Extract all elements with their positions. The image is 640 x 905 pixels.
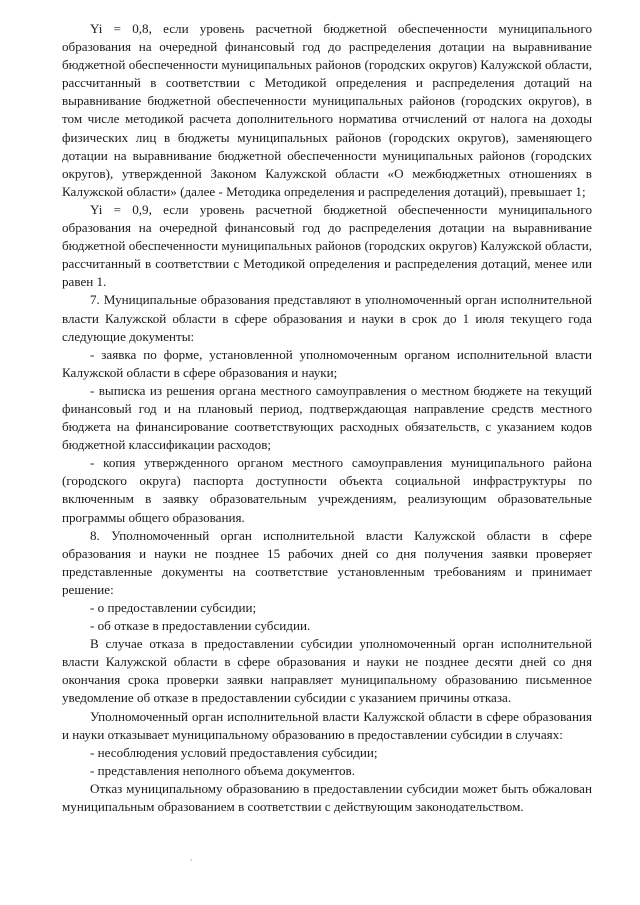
list-item-incomplete: - представления неполного объема документов.	[90, 762, 355, 778]
list-item-passport-copy: - копия утвержденного органом местного самоуправления муниципального района (городского округа) паспорта доступности объекта социальной инфраструктуры по включенным в заявку образовательным учреждениям, реализующим образовательные программы общего образования.	[62, 455, 592, 525]
paragraph-yi-09: Yi = 0,9, если уровень расчетной бюджетной обеспеченности муниципального образования на очередной финансовый год до распределения дотации на выравнивание бюджетной обеспеченности муниципальных районов (городских округов) Калужской области, рассчитанный в соответствии с Методикой определения и распределения дотаций, менее или равен 1.	[62, 201, 592, 290]
paragraph-appeal: Отказ муниципальному образованию в предоставлении субсидии может быть обжалован муниципальным образованием в соответствии с действующим законодательством.	[62, 780, 592, 815]
list-item-application: - заявка по форме, установленной уполномоченным органом исполнительной власти Калужской области в сфере образования и науки;	[62, 346, 592, 380]
paragraph-refusal-notice: В случае отказа в предоставлении субсидии уполномоченный орган исполнительной власти Калужской области в сфере образования и науки не позднее десяти дней со дня окончания срока проверки заявки направляет муниципальному образованию письменное уведомление об отказе в предоставлении субсидии с указанием причины отказа.	[62, 636, 592, 706]
list-item-conditions: - несоблюдения условий предоставления субсидии;	[90, 744, 378, 760]
paragraph-item-8: 8. Уполномоченный орган исполнительной власти Калужской области в сфере образования и науки не позднее 15 рабочих дней со дня получения заявки проверяет представленные документы на соответствие установленным требованиям и принимает решение:	[62, 527, 592, 597]
document-page	[62, 20, 592, 816]
paragraph-yi-08: Yi = 0,8, если уровень расчетной бюджетной обеспеченности муниципального образования на очередной финансовый год до распределения дотации на выравнивание бюджетной обеспеченности муниципальных районов (городских округов) Калужской области, рассчитанный в соответствии с Методикой определения и распределения дотаций на выравнивание бюджетной обеспеченности муниципальных районов (городских округов), в том числе методикой расчета дополнительного норматива отчислений от налога на доходы физических лиц в бюджеты муниципальных районов (городских округов), заменяющего дотации на выравнивание бюджетной обеспеченности муниципальных районов (городских округов), утвержденной Законом Калужской области «О межбюджетных отношениях в Калужской области» (далее - Методика определения и распределения дотаций), превышает 1;	[62, 21, 592, 199]
footer-mark: ᵥ	[190, 856, 193, 863]
paragraph-refusal-cases: Уполномоченный орган исполнительной власти Калужской области в сфере образования и науки отказывает муниципальному образованию в предоставлении субсидии в случаях:	[62, 708, 592, 742]
list-item-refusal: - об отказе в предоставлении субсидии.	[90, 618, 311, 634]
list-item-budget-extract: - выписка из решения органа местного самоуправления о местном бюджете на текущий финансовый год и на плановый период, подтверждающая направление средств местного бюджета на финансирование соответствующих расходных обязательств, с указанием кодов бюджетной классификации расходов;	[62, 382, 592, 453]
list-item-grant: - о предоставлении субсидии;	[90, 600, 257, 615]
paragraph-item-7: 7. Муниципальные образования представляют в уполномоченный орган исполнительной власти Калужской области в сфере образования и науки в срок до 1 июля текущего года следующие документы:	[62, 292, 592, 344]
